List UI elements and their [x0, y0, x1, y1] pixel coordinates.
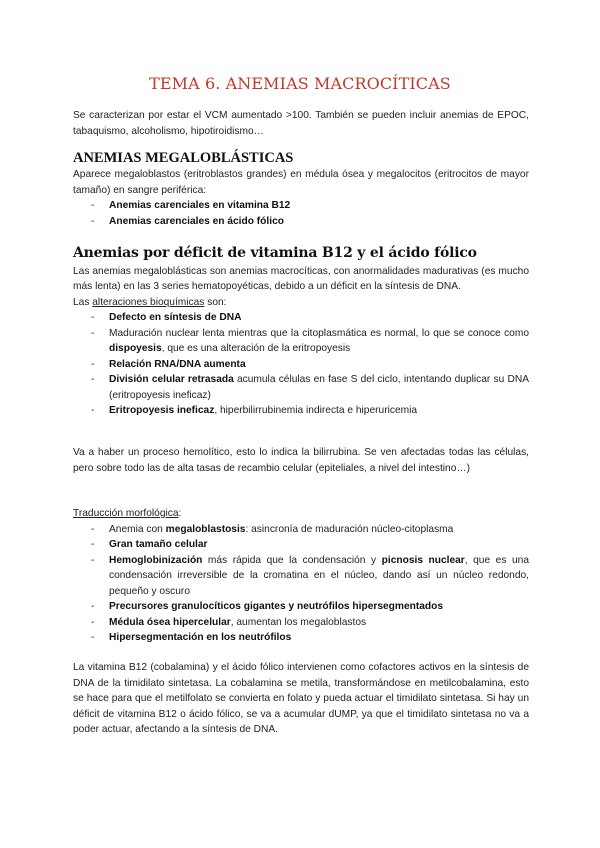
intro-paragraph: Se caracterizan por estar el VCM aumentado >100. También se pueden incluir anemias de EPOC, tabaquismo, alcoholismo, hipotiroidismo… [73, 110, 529, 137]
list-item: - Relación RNA/DNA aumenta [73, 357, 529, 373]
carencial-list [73, 198, 529, 229]
page-title: TEMA 6. ANEMIAS MACROCÍTICAS [149, 74, 451, 93]
section-heading: Anemias por déficit de vitamina B12 y el ácido fólico [73, 245, 477, 261]
section-heading: ANEMIAS MEGALOBLÁSTICAS [73, 150, 294, 166]
list-item: - Defecto en síntesis de DNA [73, 310, 529, 326]
section-megaloblasticas [73, 150, 529, 229]
list-item: - Hemoglobinización más rápida que la condensación y picnosis nuclear, que es una condensación irreversible de la cromatina en el núcleo, dando así un núcleo redondo, pequeño y oscuro [73, 553, 529, 600]
list-item: - Precursores granulocíticos gigantes y neutrófilos hipersegmentados [73, 599, 529, 615]
list-item: - Eritropoyesis ineficaz, hiperbilirrubinemia indirecta e hiperuricemia [73, 403, 529, 419]
morph-list [73, 522, 529, 646]
section-paragraph: Aparece megaloblastos (eritroblastos grandes) en médula ósea y megalocitos (eritrocitos de mayor tamaño) en sangre periférica: [73, 169, 529, 196]
morph-intro: Traducción morfológica: [73, 508, 182, 519]
section-morphology [73, 506, 529, 646]
list-item: - Médula ósea hipercelular, aumentan los megaloblastos [73, 615, 529, 631]
biochem-list [73, 310, 529, 419]
section-paragraph: Las anemias megaloblásticas son anemias macrocíticas, con anormalidades madurativas (es mucho más lenta) en las 3 series hematopoyéticas, debido a un déficit en la síntesis de DNA. [73, 265, 529, 293]
list-item: - Hipersegmentación en los neutrófilos [73, 630, 529, 646]
list-item: - Anemia con megaloblastosis: asincronía de maduración núcleo-citoplasma [73, 522, 529, 538]
section-deficit [73, 245, 529, 419]
list-item: - Maduración nuclear lenta mientras que la citoplasmática es normal, lo que se conoce como dispoyesis, que es una alteración de la eritropoyesis [73, 326, 529, 357]
list-item: - Anemias carenciales en ácido fólico [73, 214, 529, 230]
list-item: - División celular retrasada acumula células en fase S del ciclo, intentando duplicar su DNA (eritropoyesis ineficaz) [73, 372, 529, 403]
list-item: - Gran tamaño celular [73, 537, 529, 553]
list-item: - Anemias carenciales en vitamina B12 [73, 198, 529, 214]
final-paragraph: La vitamina B12 (cobalamina) y el ácido fólico intervienen como cofactores activos en la síntesis de DNA de la timidilato sintetasa. La cobalamina se metila, transformándose en metilcobalamina, esto se hace para que el metilfolato se convierta en folato y pueda actuar el timidilato sintetasa. Si hay un déficit de vitamina B12 o ácido fólico, se va a acumular dUMP, ya que el timidilato sintetasa no va a poder actuar, afectando a la síntesis de DNA. [73, 662, 529, 735]
biochem-intro: Las alteraciones bioquímicas son: [73, 296, 227, 308]
hemolytic-paragraph: Va a haber un proceso hemolítico, esto lo indica la bilirrubina. Se ven afectadas todas las células, pero sobre todo las de alta tasas de recambio celular (epiteliales, a nivel del intestino…) [73, 447, 529, 474]
